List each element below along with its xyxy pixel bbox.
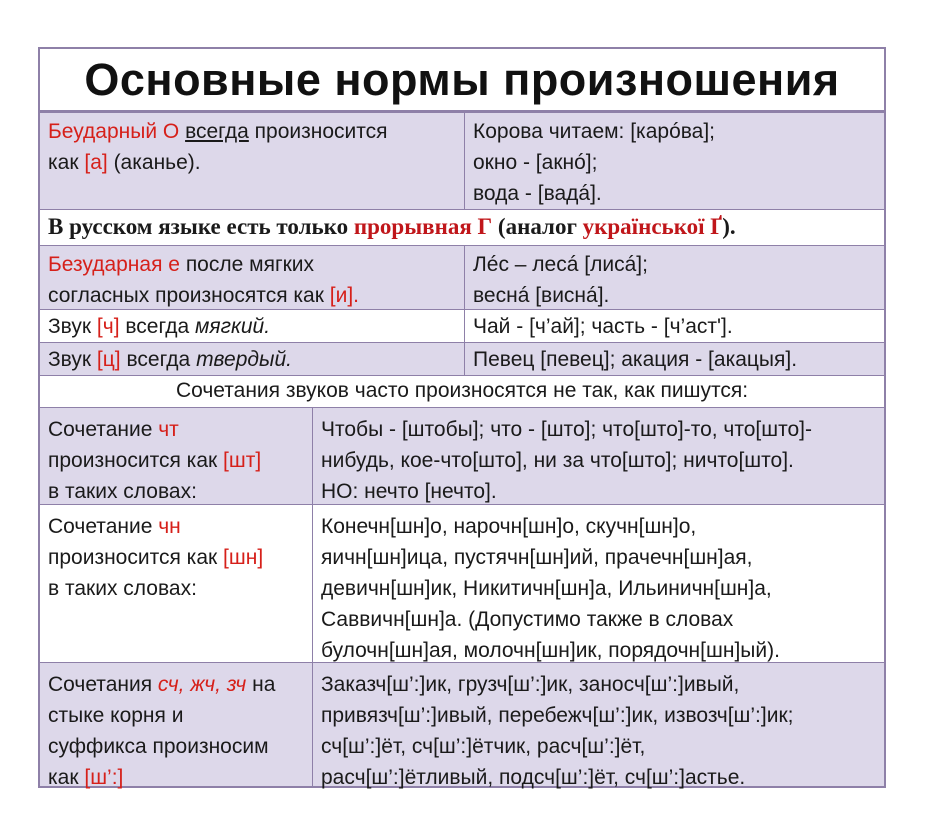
rule-examples: Заказч[ш’:]ик, грузч[ш’:]ик, заносч[ш’:]ивый, привязч[ш’:]ивый, перебежч[ш’:]ик, извозч[ш’:]ик; сч[ш’:]ёт, сч[ш’:]ётчик, расч[ш’:]ёт, расч[ш’:]ётливый, подсч[ш’:]ёт, сч[ш’:]астье. — [321, 673, 794, 789]
rule-description: Беударный О всегда произносится как [а] (аканье). — [40, 113, 465, 209]
rules-table — [38, 47, 886, 788]
rule-examples: Певец [певец]; акация - [акацыя]. — [473, 348, 798, 371]
rule-examples: Чай - [ч’ай]; часть - [ч’аст']. — [473, 315, 733, 338]
rule-row-g: В русском языке есть только прорывная Г (аналог української Ґ). — [40, 210, 884, 246]
rule-row-akanye — [40, 113, 884, 210]
rule-row-sch — [40, 663, 884, 789]
rule-description: Звук [ц] всегда твердый. — [40, 343, 465, 375]
rule-examples: Чтобы - [штобы]; что - [што]; что[што]-то, что[што]- нибудь, кое-что[што], ни за что[што]; ничто[што]. НО: нечто [нечто]. — [321, 418, 812, 503]
rule-row-chn — [40, 505, 884, 663]
rule-row-cht — [40, 408, 884, 505]
section-heading: Сочетания звуков часто произносятся не так, как пишутся: — [40, 376, 884, 408]
rule-description: Сочетания сч, жч, зч на стыке корня и суффикса произносим как [ш’:] — [40, 663, 313, 786]
rule-description: Сочетание чт произносится как [шт] в таких словах: — [40, 408, 313, 504]
rule-description: Звук [ч] всегда мягкий. — [40, 310, 465, 342]
rule-examples: Конечн[шн]о, нарочн[шн]о, скучн[шн]о, яичн[шн]ица, пустячн[шн]ий, прачечн[шн]ая, девичн[шн]ик, Никитичн[шн]а, Ильиничн[шн]а, Саввичн[шн]а. (Допустимо также в словах булочн[шн]ая, молочн[шн]ик, порядочн[шн]ый). — [321, 515, 780, 662]
rule-description: Сочетание чн произносится как [шн] в таких словах: — [40, 505, 313, 662]
rule-row-ch — [40, 310, 884, 343]
page-title: Основные нормы произношения — [40, 49, 884, 113]
rule-row-ikanye — [40, 246, 884, 310]
rule-description: Безударная е после мягких согласных произносятся как [и]. — [40, 246, 465, 309]
rule-examples: Лéс – лесá [лисá]; веснá [виснá]. — [473, 253, 648, 307]
rule-examples: Корова читаем: [карóва]; окно - [акнó]; вода - [вадá]. — [473, 120, 716, 205]
rule-row-ts — [40, 343, 884, 376]
